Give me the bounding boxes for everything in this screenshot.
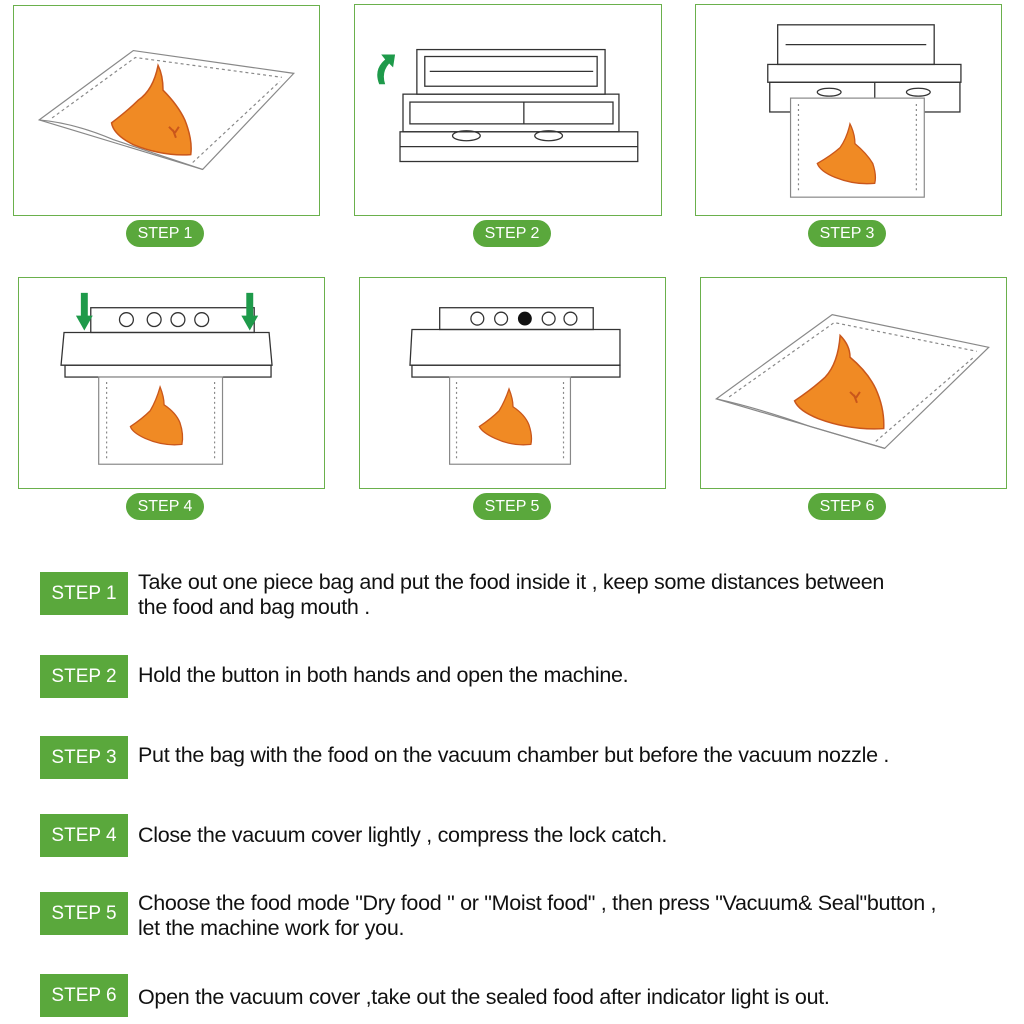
instruction-step-6-label: STEP 6 [40,974,128,1017]
instruction-step-3-label: STEP 3 [40,736,128,779]
illustration-step-6 [700,277,1007,489]
illustration-step-5 [359,277,666,489]
instruction-step-3-text: Put the bag with the food on the vacuum chamber but before the vacuum nozzle . [138,743,890,767]
step-6-label: STEP 6 [808,493,886,520]
instruction-step-2-text: Hold the button in both hands and open the machine. [138,663,629,687]
illustration-step-4 [18,277,325,489]
close-cover-illustration [19,278,324,488]
step-3-label: STEP 3 [808,220,886,247]
instruction-step-4-label: STEP 4 [40,814,128,857]
step-4-label: STEP 4 [126,493,204,520]
instruction-step-1-text: Take out one piece bag and put the food inside it , keep some distances between the food and bag mouth . [138,570,885,619]
sealed-bag-illustration [701,278,1006,488]
step-5-label: STEP 5 [473,493,551,520]
arrow-down-icon [76,293,258,331]
instruction-step-4-text: Close the vacuum cover lightly , compress the lock catch. [138,823,667,847]
step-2-label: STEP 2 [473,220,551,247]
illustration-step-1 [13,5,320,216]
instruction-step-5-label: STEP 5 [40,892,128,935]
instruction-step-2-label: STEP 2 [40,655,128,698]
indicator-light-icon [518,312,532,326]
open-machine-illustration [355,5,661,215]
instruction-step-1-label: STEP 1 [40,572,128,615]
bag-on-chamber-illustration [696,5,1001,215]
choose-mode-illustration [360,278,665,488]
illustration-step-2 [354,4,662,216]
bag-with-food-illustration [14,6,319,215]
illustration-step-3 [695,4,1002,216]
instruction-step-6-text: Open the vacuum cover ,take out the sealed food after indicator light is out. [138,985,830,1009]
step-1-label: STEP 1 [126,220,204,247]
instruction-step-5-text: Choose the food mode "Dry food " or "Moist food" , then press "Vacuum& Seal"button , let the machine work for you. [138,891,937,940]
arrow-icon [377,55,395,85]
